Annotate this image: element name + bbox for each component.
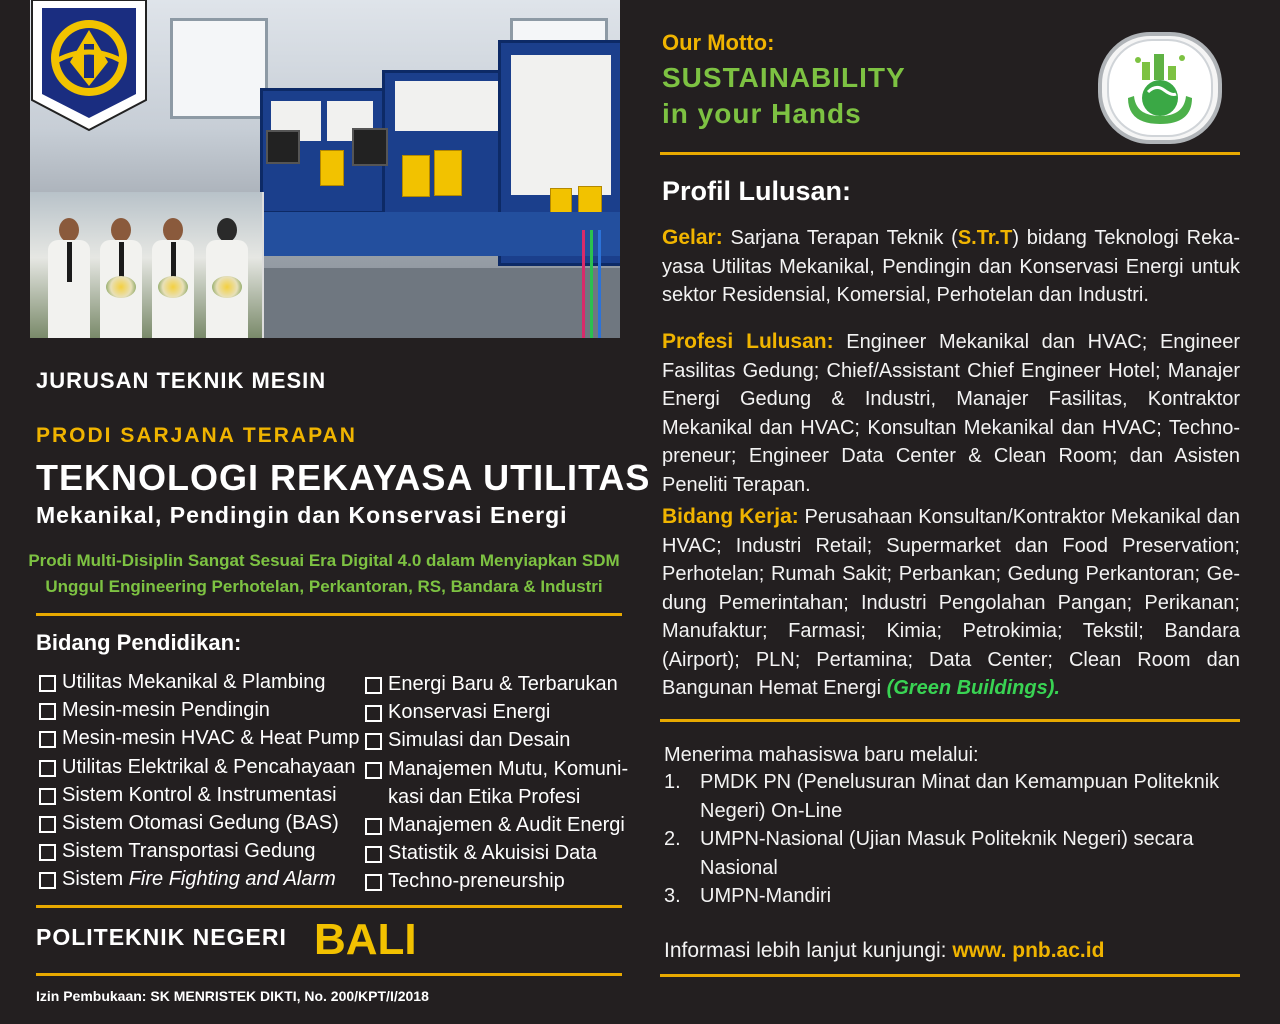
website-link[interactable]: www. pnb.ac.id — [952, 939, 1105, 962]
divider — [660, 974, 1240, 977]
divider — [36, 613, 622, 616]
graduates-photo — [30, 192, 264, 338]
bidang-pendidikan-list-right — [364, 670, 628, 896]
list-item: Mesin-mesin Pendingin — [38, 696, 360, 724]
green-hands-globe-icon — [1098, 32, 1222, 144]
graduate-figure — [206, 218, 248, 338]
bidang-pendidikan-list-left — [38, 668, 360, 894]
list-item: Manajemen Mutu, Komuni- kasi dan Etika Profesi — [364, 755, 628, 811]
divider — [660, 152, 1240, 155]
gelar-paragraph: Gelar: Sarjana Terapan Teknik (S.Tr.T) bidang Teknologi Reka-yasa Utilitas Mekanikal, Pendingin dan Konservasi Energi untuk sektor Residensial, Komersial, Perhotelan dan Industri. — [662, 226, 1240, 306]
motto-line1: SUSTAINABILITY — [662, 62, 906, 93]
admission-routes — [664, 768, 1220, 911]
bidang-pendidikan-title: Bidang Pendidikan: — [36, 630, 242, 655]
divider — [36, 973, 622, 976]
admission-intro: Menerima mahasiswa baru melalui: — [664, 744, 979, 766]
list-item: Sistem Otomasi Gedung (BAS) — [38, 809, 360, 837]
monitor — [352, 128, 388, 166]
graduate-figure — [48, 218, 90, 338]
pnb-crest-logo — [30, 0, 148, 132]
list-item: Sistem Fire Fighting and Alarm — [38, 865, 360, 893]
profil-title: Profil Lulusan: — [662, 176, 851, 206]
list-item: Utilitas Mekanikal & Plambing — [38, 668, 360, 696]
list-item: Simulasi dan Desain — [364, 726, 628, 754]
list-item: Utilitas Elektrikal & Pencahayaan — [38, 753, 360, 781]
lab-bench — [262, 212, 620, 256]
institution-highlight: BALI — [314, 915, 417, 964]
list-item: Sistem Transportasi Gedung — [38, 837, 360, 865]
program-title: TEKNOLOGI REKAYASA UTILITAS — [36, 457, 651, 498]
lab-window — [170, 18, 268, 119]
list-item: Mesin-mesin HVAC & Heat Pump — [38, 724, 360, 752]
list-item: 2. UMPN-Nasional (Ujian Masuk Politeknik Negeri) secara Nasional — [664, 828, 1194, 879]
permit-text: Izin Pembukaan: SK MENRISTEK DIKTI, No. 200/KPT/I/2018 — [36, 988, 429, 1004]
list-item: Techno-preneurship — [364, 867, 628, 895]
motto-label: Our Motto: — [662, 30, 775, 55]
program-subtitle: Mekanikal, Pendingin dan Konservasi Energi — [36, 502, 568, 528]
list-item: 1. PMDK PN (Penelusuran Minat dan Kemampuan Politeknik Negeri) On-Line — [664, 771, 1220, 822]
list-item: Energi Baru & Terbarukan — [364, 670, 628, 698]
list-item: Sistem Kontrol & Instrumentasi — [38, 781, 360, 809]
profesi-paragraph: Profesi Lulusan: Engineer Mekanikal dan HVAC; Engineer Fasilitas Gedung; Chief/Assistant Chief Engineer Hotel; Manajer Energi Gedung & Industri, Manajer Fasilitas, Kontraktor Mekanikal dan HVAC; Konsultan Mekanikal dan HVAC; Techno-preneur; Engineer Data Center & Clean Room; dan Asisten Peneliti Terapan. — [662, 330, 1241, 496]
program-description: Prodi Multi-Disiplin Sangat Sesuai Era Digital 4.0 dalam Menyiapkan SDM Unggul Engineering Perhotelan, Perkantoran, RS, Bandara & Industri — [28, 551, 620, 596]
info-line: Informasi lebih lanjut kunjungi: www. pnb.ac.id — [664, 939, 1105, 962]
list-item: Statistik & Akuisisi Data — [364, 839, 628, 867]
graduate-figure — [100, 218, 142, 338]
divider — [36, 905, 622, 908]
department-name: JURUSAN TEKNIK MESIN — [36, 368, 327, 393]
list-item: Konservasi Energi — [364, 698, 628, 726]
divider — [660, 719, 1240, 722]
list-item: 3. UMPN-Mandiri — [664, 885, 832, 907]
graduate-figure — [152, 218, 194, 338]
prodi-label: PRODI SARJANA TERAPAN — [36, 424, 357, 447]
monitor — [266, 130, 300, 164]
motto-line2: in your Hands — [662, 98, 862, 129]
institution-name: POLITEKNIK NEGERI — [36, 924, 287, 950]
list-item: Manajemen & Audit Energi — [364, 811, 628, 839]
bidang-kerja-paragraph: Bidang Kerja: Perusahaan Konsultan/Kontraktor Mekanikal dan HVAC; Industri Retail; Supermarket dan Food Preservation; Perhotelan; Rumah Sakit; Perbankan; Gedung Perkantoran; Ge-dung Pemerintahan; Industri Pengolahan Pangan; Perikanan; Manufaktur; Farmasi; Kimia; Petrokimia; Tekstil; Bandara (Airport); PLN; Pertamina; Data Center; Clean Room dan Bangunan Hemat Energi (Green Buildings). — [662, 505, 1240, 699]
